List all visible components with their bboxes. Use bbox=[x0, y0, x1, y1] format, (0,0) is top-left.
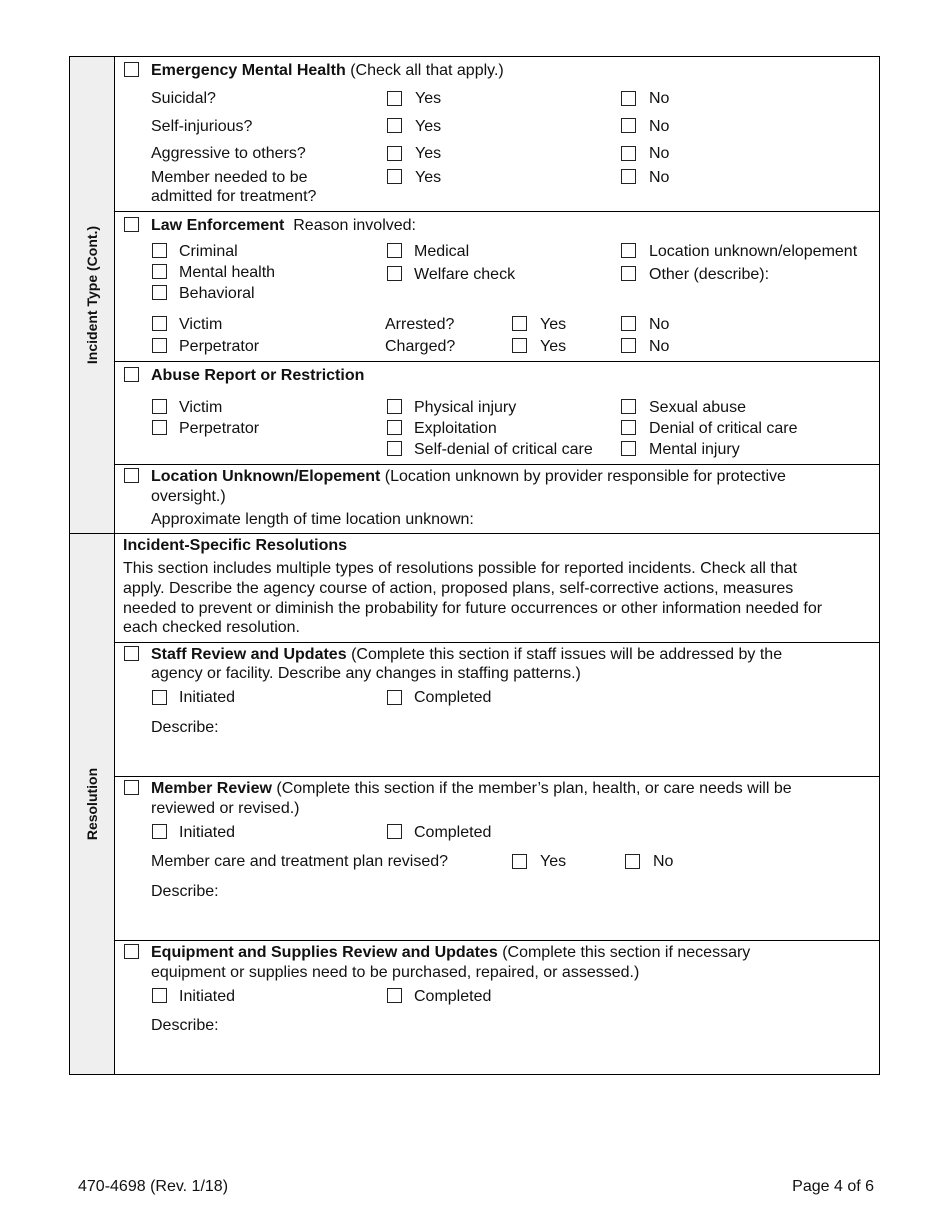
law-victim-checkbox[interactable] bbox=[152, 316, 167, 331]
mental-health-label: Mental health bbox=[179, 264, 276, 281]
divider bbox=[115, 211, 879, 212]
member-completed-checkbox[interactable] bbox=[387, 824, 402, 839]
staff-describe-label: Describe: bbox=[151, 719, 219, 736]
emergency-heading bbox=[151, 61, 504, 80]
equipment-heading bbox=[151, 943, 750, 962]
self-denial-checkbox[interactable] bbox=[387, 441, 402, 456]
member-note: (Complete this section if the member’s plan, health, or care needs will be bbox=[276, 780, 792, 797]
law-victim-label: Victim bbox=[179, 316, 223, 333]
staff-review-checkbox[interactable] bbox=[124, 646, 139, 661]
staff-heading bbox=[151, 645, 782, 664]
staff-note: (Complete this section if staff issues will be addressed by the bbox=[351, 646, 783, 663]
equipment-review-checkbox[interactable] bbox=[124, 944, 139, 959]
yes-label: Yes bbox=[415, 169, 442, 186]
arrested-yes-checkbox[interactable] bbox=[512, 316, 527, 331]
suicidal-no-checkbox[interactable] bbox=[621, 91, 636, 106]
yes-label: Yes bbox=[540, 853, 567, 870]
law-enforcement-checkbox[interactable] bbox=[124, 217, 139, 232]
location-heading bbox=[151, 467, 786, 486]
member-completed-label: Completed bbox=[414, 824, 492, 841]
plan-revised-no-checkbox[interactable] bbox=[625, 854, 640, 869]
divider bbox=[115, 776, 879, 777]
resolutions-heading: Incident-Specific Resolutions bbox=[123, 537, 348, 554]
behavioral-label: Behavioral bbox=[179, 285, 255, 302]
staff-initiated-checkbox[interactable] bbox=[152, 690, 167, 705]
location-unknown-label: Location unknown/elopement bbox=[649, 243, 858, 260]
welfare-check-label: Welfare check bbox=[414, 266, 516, 283]
staff-completed-checkbox[interactable] bbox=[387, 690, 402, 705]
plan-revised-yes-checkbox[interactable] bbox=[512, 854, 527, 869]
yes-label: Yes bbox=[415, 118, 442, 135]
other-describe-label: Other (describe): bbox=[649, 266, 770, 283]
member-note-line2: reviewed or revised.) bbox=[151, 800, 300, 817]
law-note: Reason involved: bbox=[293, 217, 416, 234]
question-self-injurious: Self-injurious? bbox=[151, 118, 253, 135]
equipment-title: Equipment and Supplies Review and Updates bbox=[151, 944, 498, 961]
emergency-title: Emergency Mental Health bbox=[151, 62, 346, 79]
abuse-perpetrator-checkbox[interactable] bbox=[152, 420, 167, 435]
physical-injury-label: Physical injury bbox=[414, 399, 517, 416]
self-injurious-no-checkbox[interactable] bbox=[621, 118, 636, 133]
behavioral-checkbox[interactable] bbox=[152, 285, 167, 300]
abuse-title: Abuse Report or Restriction bbox=[151, 367, 365, 384]
exploitation-checkbox[interactable] bbox=[387, 420, 402, 435]
member-heading bbox=[151, 779, 792, 798]
medical-checkbox[interactable] bbox=[387, 243, 402, 258]
no-label: No bbox=[649, 169, 670, 186]
member-initiated-label: Initiated bbox=[179, 824, 236, 841]
resolution-sidebar bbox=[70, 533, 115, 1074]
law-perpetrator-checkbox[interactable] bbox=[152, 338, 167, 353]
no-label: No bbox=[649, 90, 670, 107]
law-title: Law Enforcement bbox=[151, 217, 285, 234]
no-label: No bbox=[649, 316, 670, 333]
aggressive-yes-checkbox[interactable] bbox=[387, 146, 402, 161]
resolutions-desc-line: each checked resolution. bbox=[123, 619, 300, 636]
divider bbox=[115, 464, 879, 465]
divider bbox=[115, 940, 879, 941]
equipment-initiated-checkbox[interactable] bbox=[152, 988, 167, 1003]
charged-yes-checkbox[interactable] bbox=[512, 338, 527, 353]
physical-injury-checkbox[interactable] bbox=[387, 399, 402, 414]
resolutions-desc-line: This section includes multiple types of resolutions possible for reported incidents. Check all that bbox=[123, 560, 798, 577]
equipment-initiated-label: Initiated bbox=[179, 988, 236, 1005]
welfare-check-checkbox[interactable] bbox=[387, 266, 402, 281]
abuse-report-checkbox[interactable] bbox=[124, 367, 139, 382]
divider bbox=[115, 361, 879, 362]
other-describe-checkbox[interactable] bbox=[621, 266, 636, 281]
member-describe-label: Describe: bbox=[151, 883, 219, 900]
sexual-abuse-label: Sexual abuse bbox=[649, 399, 746, 416]
question-admitted-line1: Member needed to be bbox=[151, 169, 308, 186]
arrested-no-checkbox[interactable] bbox=[621, 316, 636, 331]
abuse-perpetrator-label: Perpetrator bbox=[179, 420, 260, 437]
admitted-yes-checkbox[interactable] bbox=[387, 169, 402, 184]
self-injurious-yes-checkbox[interactable] bbox=[387, 118, 402, 133]
incident-type-sidebar bbox=[70, 57, 115, 533]
no-label: No bbox=[649, 118, 670, 135]
criminal-label: Criminal bbox=[179, 243, 238, 260]
staff-completed-label: Completed bbox=[414, 689, 492, 706]
self-denial-label: Self-denial of critical care bbox=[414, 441, 593, 458]
staff-title: Staff Review and Updates bbox=[151, 646, 347, 663]
denial-critical-care-checkbox[interactable] bbox=[621, 420, 636, 435]
location-title: Location Unknown/Elopement bbox=[151, 468, 381, 485]
exploitation-label: Exploitation bbox=[414, 420, 497, 437]
question-admitted-line2: admitted for treatment? bbox=[151, 188, 317, 205]
equipment-note-line2: equipment or supplies need to be purchased, repaired, or assessed.) bbox=[151, 964, 640, 981]
resolution-label: Resolution bbox=[84, 767, 100, 840]
aggressive-no-checkbox[interactable] bbox=[621, 146, 636, 161]
location-note-line2: oversight.) bbox=[151, 488, 226, 505]
emergency-note: (Check all that apply.) bbox=[350, 62, 504, 79]
member-initiated-checkbox[interactable] bbox=[152, 824, 167, 839]
abuse-victim-checkbox[interactable] bbox=[152, 399, 167, 414]
sexual-abuse-checkbox[interactable] bbox=[621, 399, 636, 414]
yes-label: Yes bbox=[540, 338, 567, 355]
mental-health-checkbox[interactable] bbox=[152, 264, 167, 279]
member-title: Member Review bbox=[151, 780, 272, 797]
divider bbox=[115, 642, 879, 643]
section-divider bbox=[70, 533, 879, 534]
law-perpetrator-label: Perpetrator bbox=[179, 338, 260, 355]
arrested-label: Arrested? bbox=[385, 316, 455, 333]
no-label: No bbox=[649, 338, 670, 355]
location-note: (Location unknown by provider responsible for protective bbox=[384, 468, 786, 485]
form-number: 470-4698 (Rev. 1/18) bbox=[78, 1178, 229, 1195]
criminal-checkbox[interactable] bbox=[152, 243, 167, 258]
member-review-checkbox[interactable] bbox=[124, 780, 139, 795]
location-unknown-checkbox[interactable] bbox=[621, 243, 636, 258]
mental-injury-label: Mental injury bbox=[649, 441, 740, 458]
no-label: No bbox=[653, 853, 674, 870]
equipment-note: (Complete this section if necessary bbox=[502, 944, 751, 961]
resolutions-desc-line: needed to prevent or diminish the probability for future occurrences or other information needed for bbox=[123, 600, 823, 617]
plan-revised-question: Member care and treatment plan revised? bbox=[151, 853, 449, 870]
page-number: Page 4 of 6 bbox=[792, 1178, 874, 1195]
mental-injury-checkbox[interactable] bbox=[621, 441, 636, 456]
law-heading bbox=[151, 216, 416, 235]
suicidal-yes-checkbox[interactable] bbox=[387, 91, 402, 106]
staff-initiated-label: Initiated bbox=[179, 689, 236, 706]
question-aggressive: Aggressive to others? bbox=[151, 145, 306, 162]
charged-no-checkbox[interactable] bbox=[621, 338, 636, 353]
question-suicidal: Suicidal? bbox=[151, 90, 216, 107]
equipment-completed-label: Completed bbox=[414, 988, 492, 1005]
abuse-victim-label: Victim bbox=[179, 399, 223, 416]
resolutions-desc-line: apply. Describe the agency course of action, proposed plans, self-corrective actions, measures bbox=[123, 580, 794, 597]
denial-critical-care-label: Denial of critical care bbox=[649, 420, 798, 437]
yes-label: Yes bbox=[540, 316, 567, 333]
equipment-describe-label: Describe: bbox=[151, 1017, 219, 1034]
charged-label: Charged? bbox=[385, 338, 456, 355]
location-elopement-checkbox[interactable] bbox=[124, 468, 139, 483]
staff-note-line2: agency or facility. Describe any changes in staffing patterns.) bbox=[151, 665, 581, 682]
no-label: No bbox=[649, 145, 670, 162]
equipment-completed-checkbox[interactable] bbox=[387, 988, 402, 1003]
yes-label: Yes bbox=[415, 145, 442, 162]
yes-label: Yes bbox=[415, 90, 442, 107]
location-length-label: Approximate length of time location unknown: bbox=[151, 511, 474, 528]
admitted-no-checkbox[interactable] bbox=[621, 169, 636, 184]
incident-type-label: Incident Type (Cont.) bbox=[84, 225, 100, 365]
medical-label: Medical bbox=[414, 243, 470, 260]
emergency-mental-health-checkbox[interactable] bbox=[124, 62, 139, 77]
